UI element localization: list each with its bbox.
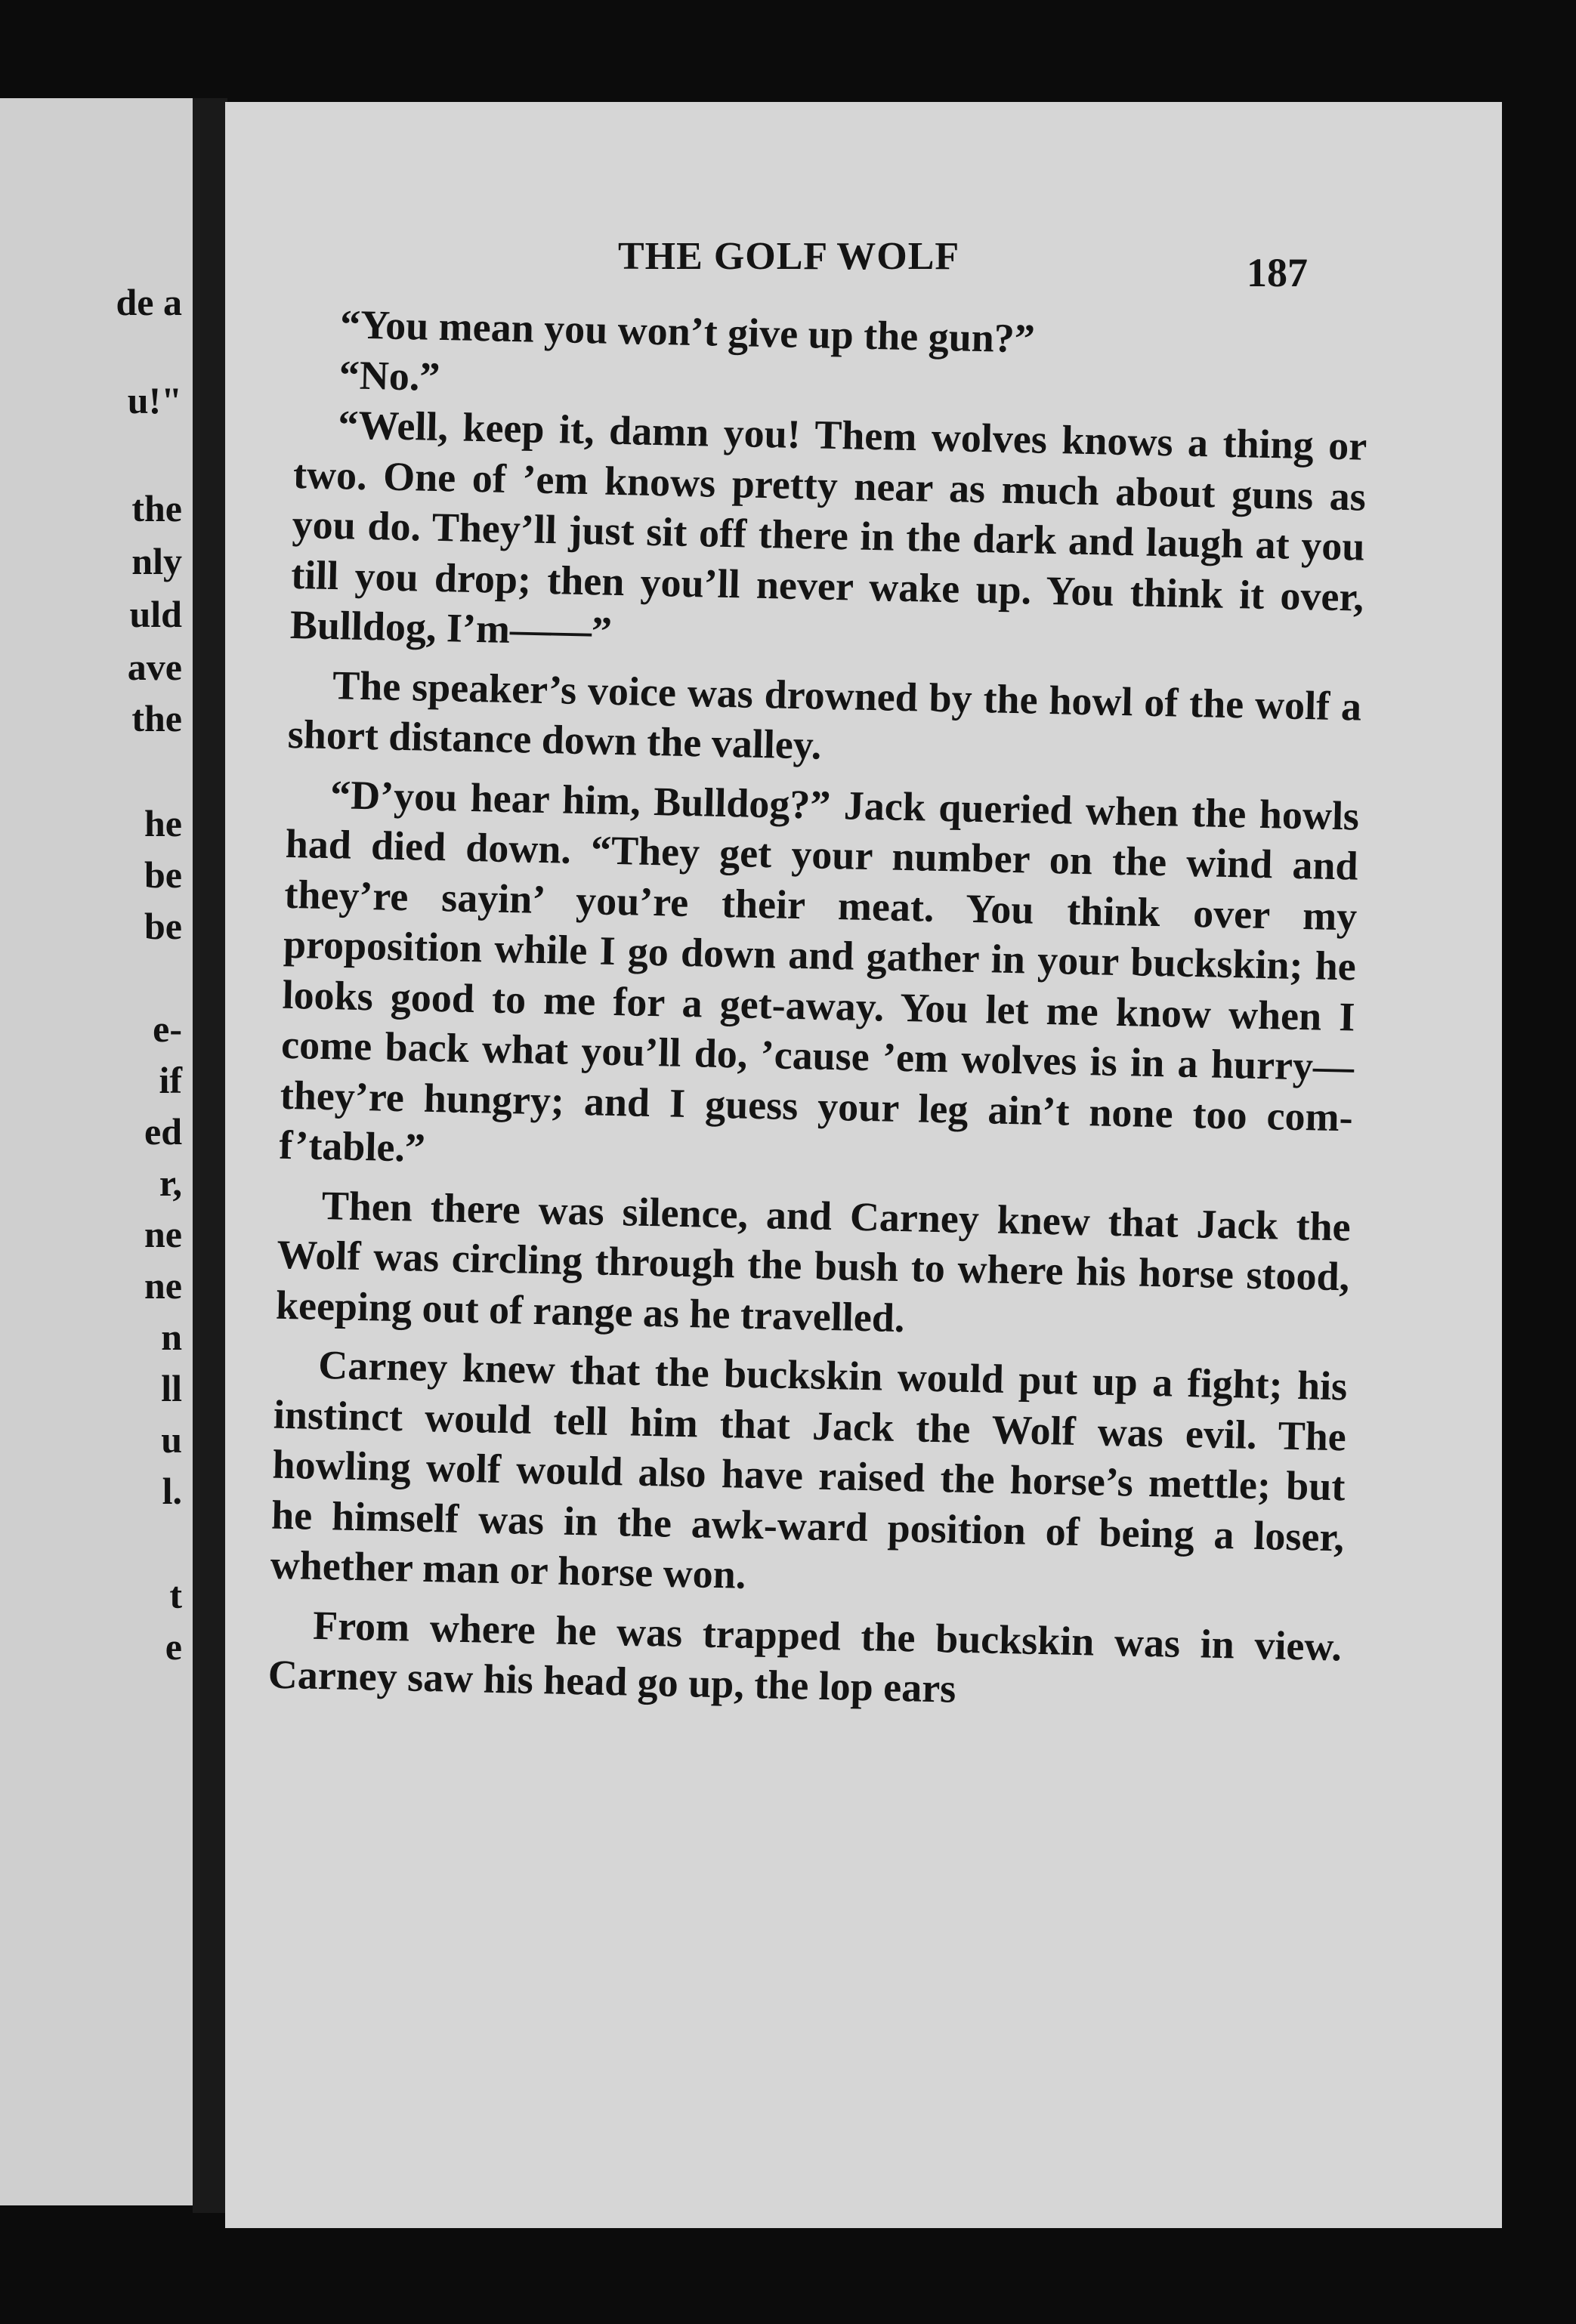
- left-page-fragment: e: [165, 1625, 182, 1668]
- paragraph: From where he was trapped the buckskin was in view. Carney saw his head go up, the lop ears: [267, 1602, 1343, 1711]
- page-number: 187: [1247, 250, 1308, 295]
- left-page-fragment: l.: [162, 1470, 182, 1512]
- running-head: THE GOLF WOLF: [618, 235, 960, 278]
- paragraph: Carney knew that the buckskin would put up a fight; his instinct would tell him that Jack the Wolf was evil. The howling wolf would also have raised the horse’s mettle; but he himself was in the awk-ward position of being a loser, whether man or horse won.: [270, 1341, 1348, 1597]
- left-page-fragment: the: [131, 697, 182, 739]
- left-page-fragment: the: [131, 487, 182, 529]
- left-page-fragment: de a: [116, 281, 182, 323]
- book-gutter: [193, 98, 227, 2213]
- paragraph: “No.”: [338, 351, 441, 400]
- paragraph: The speaker’s voice was drowned by the howl of the wolf a short distance down the valley.: [287, 662, 1362, 768]
- left-page-fragment: n: [161, 1316, 182, 1358]
- left-page-fragment: he: [144, 802, 182, 844]
- left-page-fragment: nly: [131, 540, 182, 582]
- left-page-fragment: ne: [144, 1264, 182, 1307]
- left-page-fragment: ll: [161, 1367, 182, 1409]
- left-page-fragment: u!": [127, 379, 182, 421]
- paragraph: Then there was silence, and Carney knew that Jack the Wolf was circling through the bush to where his horse stood, keeping out of range as he travelled.: [275, 1182, 1352, 1341]
- left-page-fragment: t: [169, 1574, 182, 1616]
- left-page-edge: [0, 98, 200, 2205]
- left-page-fragment: ave: [127, 646, 182, 688]
- page-body: [267, 298, 1370, 1731]
- paragraph: “D’you hear him, Bulldog?” Jack queried when the howls had died down. “They get your number on the wind and they’re sayin’ you’re their meat. You think over my proposition while I go down and gather in your buckskin; he looks good to me for a get-away. You let me know when I come back what you’ll do, ’cause ’em wolves is in a hurry—they’re hungry; and I guess your leg ain’t none too com-f’table.”: [278, 771, 1360, 1171]
- left-page-fragment: u: [161, 1418, 182, 1461]
- left-page-fragment: ed: [144, 1110, 182, 1153]
- paragraph: “Well, keep it, damn you! Them wolves knows a thing or two. One of ’em knows pretty near as much about guns as you do. They’ll just sit off there in the dark and laugh at you till you drop; then you’ll never wake up. You think it over, Bulldog, I’m——”: [289, 402, 1367, 654]
- left-page-fragment: be: [144, 905, 182, 947]
- book-page: [225, 102, 1502, 2228]
- left-page-fragment: r,: [159, 1162, 182, 1204]
- left-page-fragment: if: [159, 1059, 182, 1101]
- left-page-fragment: ne: [144, 1213, 182, 1255]
- left-page-fragment: e-: [153, 1008, 182, 1050]
- paragraph: “You mean you won’t give up the gun?”: [339, 301, 1036, 362]
- left-page-fragment: be: [144, 853, 182, 896]
- left-page-fragment: uld: [129, 593, 182, 635]
